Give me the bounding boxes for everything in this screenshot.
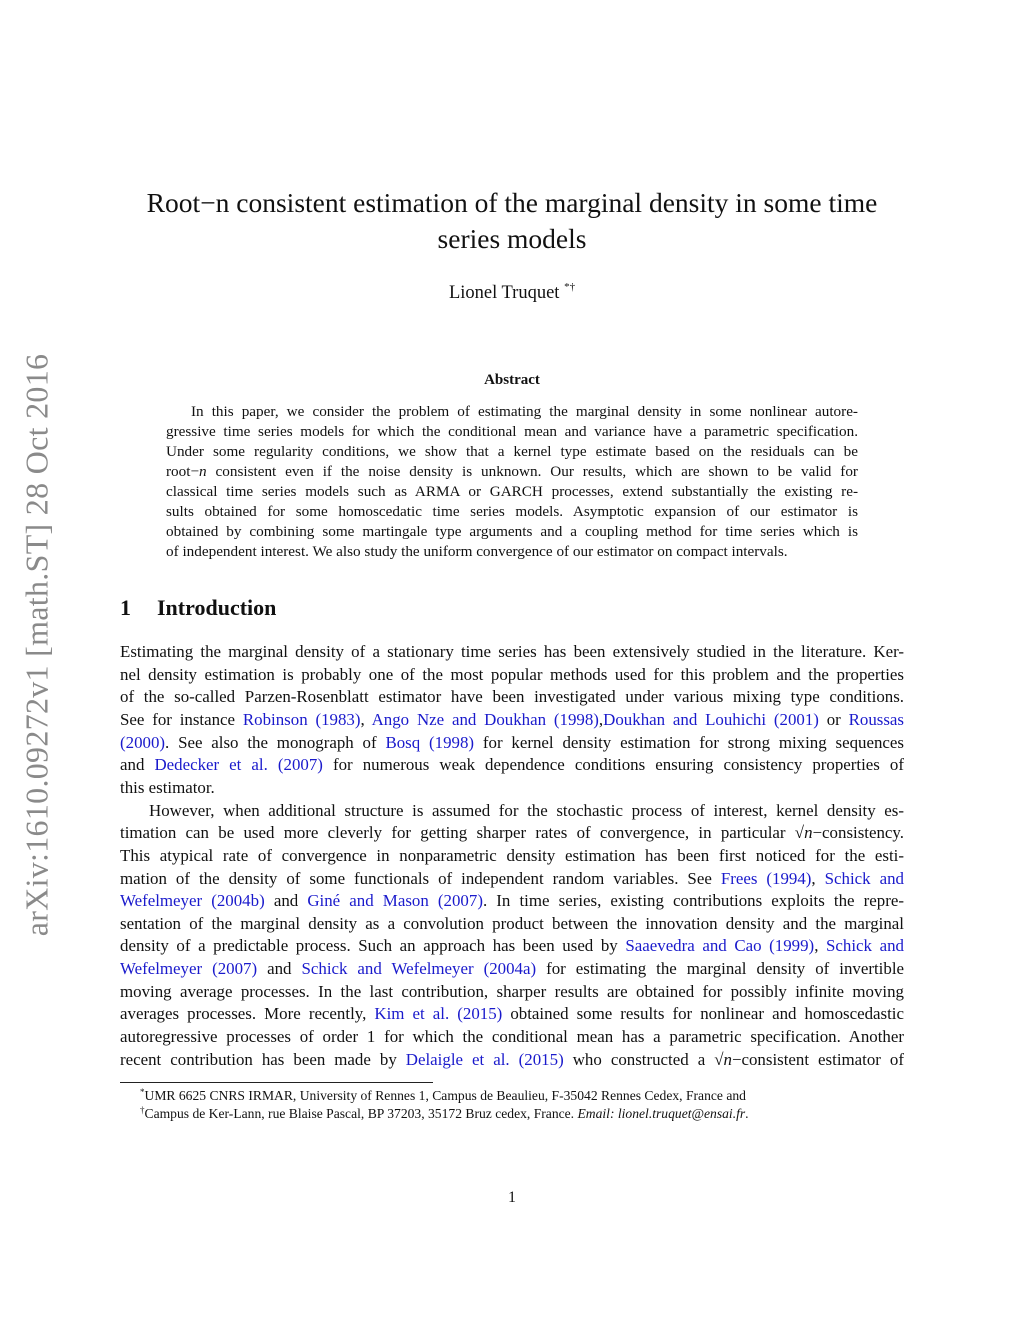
citation-link[interactable]: Saaevedra and Cao (1999)	[625, 936, 815, 956]
text-segment: See for instance	[120, 709, 243, 729]
footnote-rule	[120, 1082, 433, 1083]
text-segment: and	[264, 891, 308, 911]
citation-link[interactable]: Giné and Mason (2007)	[307, 891, 483, 911]
page-number: 1	[508, 1189, 516, 1206]
text-segment: consistent even if the noise density is unknown. Our results, which are shown to be valid for	[206, 463, 858, 480]
text-line	[166, 543, 858, 561]
text-line	[166, 523, 858, 541]
text-line	[120, 665, 904, 685]
text-line	[166, 463, 858, 481]
text-segment: for estimating the marginal density of invertible	[536, 959, 905, 979]
text-segment: and	[257, 959, 302, 979]
text-segment: In this paper, we consider the problem of estimating the marginal density in some nonlinear autore-	[191, 403, 858, 420]
text-segment: sentation of the marginal density as a convolution product between the innovation density and the marginal	[120, 913, 904, 933]
text-segment: sults obtained for some homoscedatic time series models. Asymptotic expansion of our estimator is	[166, 503, 858, 520]
text-segment: ,	[598, 709, 604, 729]
citation-link[interactable]: Roussas	[848, 709, 904, 729]
text-line	[120, 778, 904, 798]
text-segment: However, when additional structure is assumed for the stochastic process of interest, kernel density es-	[149, 800, 904, 820]
abstract-heading: Abstract	[484, 372, 540, 388]
text-line	[120, 846, 904, 866]
section-title: Introduction	[157, 595, 277, 620]
text-line	[120, 710, 904, 730]
text-segment: for numerous weak dependence conditions ensuring consistency properties of	[322, 755, 904, 775]
text-line	[120, 755, 904, 775]
text-segment: nel density estimation is probably one of the most popular methods used for this problem and the properties	[120, 664, 904, 684]
math-variable: n	[804, 823, 813, 843]
citation-link[interactable]: Robinson (1983)	[242, 709, 361, 729]
footnote-email: Email: lionel.truquet@ensai.fr	[577, 1106, 746, 1121]
text-segment: . In time series, existing contributions exploits the repre-	[482, 891, 904, 911]
footnote-mark: †	[140, 1105, 145, 1115]
footnote-text: Campus de Ker-Lann, rue Blaise Pascal, BP 37203, 35172 Bruz cedex, France.	[144, 1106, 578, 1121]
text-line	[120, 823, 904, 843]
text-segment: this estimator.	[120, 777, 215, 797]
text-segment: timation can be used more cleverly for getting sharper rates of convergence, in particular √	[120, 823, 805, 843]
math-variable: n	[723, 1049, 732, 1069]
text-segment: ,	[811, 868, 825, 888]
text-line	[120, 1050, 904, 1070]
text-line	[166, 503, 858, 521]
text-line	[166, 423, 858, 441]
math-variable: n	[199, 463, 207, 480]
arxiv-identifier: arXiv:1610.09272v1 [math.ST] 28 Oct 2016	[18, 353, 55, 937]
text-line	[120, 642, 904, 662]
text-line	[120, 801, 904, 821]
text-segment: −consistency.	[812, 823, 904, 843]
text-line	[166, 483, 858, 501]
text-line	[120, 1027, 904, 1047]
text-segment: of independent interest. We also study the uniform convergence of our estimator on compact intervals.	[166, 543, 788, 560]
section-number: 1	[120, 595, 131, 620]
text-segment: and	[120, 755, 155, 775]
text-segment: Under some regularity conditions, we show that a kernel type estimate based on the residuals can be	[166, 443, 858, 460]
text-segment: who constructed a √	[563, 1049, 724, 1069]
text-segment: autoregressive processes of order 1 for which the conditional mean has a parametric specification. Another	[120, 1027, 904, 1047]
text-segment: Estimating the marginal density of a stationary time series has been extensively studied in the literature. Ker-	[120, 642, 904, 661]
text-line	[120, 1004, 904, 1024]
text-line	[120, 869, 904, 889]
citation-link[interactable]: Wefelmeyer (2004b)	[120, 891, 265, 911]
text-segment: recent contribution has been made by	[120, 1049, 406, 1069]
text-segment: moving average processes. In the last contribution, sharper results are obtained for possibly infinite moving	[120, 981, 904, 1001]
citation-link[interactable]: Wefelmeyer (2007)	[120, 959, 258, 979]
citation-link[interactable]: (2000)	[120, 732, 166, 752]
citation-link[interactable]: Schick and	[826, 936, 904, 956]
text-line	[120, 914, 904, 934]
text-line	[166, 443, 858, 461]
author-name: Lionel Truquet	[448, 283, 565, 303]
citation-link[interactable]: Bosq (1998)	[385, 732, 475, 752]
citation-link[interactable]: Delaigle et al. (2015)	[405, 1049, 564, 1069]
text-line	[120, 733, 904, 753]
author	[0, 281, 1024, 304]
text-segment: averages processes. More recently,	[120, 1004, 375, 1024]
author-footnote-marks: *†	[564, 281, 576, 293]
citation-link[interactable]: Kim et al. (2015)	[374, 1004, 503, 1024]
text-line	[120, 982, 904, 1002]
paper-title-line-1: Root−n consistent estimation of the marginal density in some time	[146, 187, 878, 218]
citation-link[interactable]: Schick and	[824, 868, 904, 888]
section-heading	[120, 595, 276, 621]
text-segment: or	[818, 709, 849, 729]
text-segment: classical time series models such as ARMA or GARCH processes, extend substantially the existing re-	[166, 483, 858, 500]
text-line	[120, 891, 904, 911]
citation-link[interactable]: Schick and Wefelmeyer (2004a)	[301, 959, 537, 979]
citation-link[interactable]: Frees (1994)	[720, 868, 812, 888]
paper-title-line-2: series models	[437, 223, 587, 254]
text-segment: . See also the monograph of	[165, 732, 386, 752]
text-segment: ,	[360, 709, 372, 729]
text-segment: obtained some results for nonlinear and homoscedastic	[502, 1004, 904, 1024]
footnote-end: .	[745, 1106, 749, 1121]
text-segment: obtained by combining some martingale type arguments and a coupling method for time series which is	[166, 523, 858, 540]
footnote-1	[140, 1087, 746, 1104]
text-line	[120, 687, 904, 707]
text-line	[166, 403, 858, 421]
text-segment: ,	[814, 936, 827, 956]
citation-link[interactable]: Dedecker et al. (2007)	[154, 755, 323, 775]
footnote-2	[140, 1105, 749, 1122]
text-line	[120, 959, 904, 979]
citation-link[interactable]: Ango Nze and Doukhan (1998)	[371, 709, 599, 729]
footnote-text: UMR 6625 CNRS IRMAR, University of Rennes 1, Campus de Beaulieu, F-35042 Rennes Cedex, France and	[144, 1088, 746, 1103]
footnote-mark: *	[140, 1087, 145, 1097]
text-segment: density of a predictable process. Such an approach has been used by	[120, 936, 626, 956]
text-segment: of the so-called Parzen-Rosenblatt estimator have been investigated under various mixing type conditions.	[120, 687, 904, 707]
text-segment: gressive time series models for which the conditional mean and variance have a parametric specification.	[166, 423, 858, 440]
text-segment: This atypical rate of convergence in nonparametric density estimation has been first noticed for the esti-	[120, 845, 904, 865]
text-segment: mation of the density of some functionals of independent random variables. See	[120, 868, 721, 888]
text-segment: −consistent estimator of	[731, 1049, 904, 1069]
citation-link[interactable]: Doukhan and Louhichi (2001)	[603, 709, 819, 729]
text-segment: root−	[166, 463, 200, 480]
text-line	[120, 936, 904, 956]
text-segment: for kernel density estimation for strong mixing sequences	[474, 732, 904, 752]
